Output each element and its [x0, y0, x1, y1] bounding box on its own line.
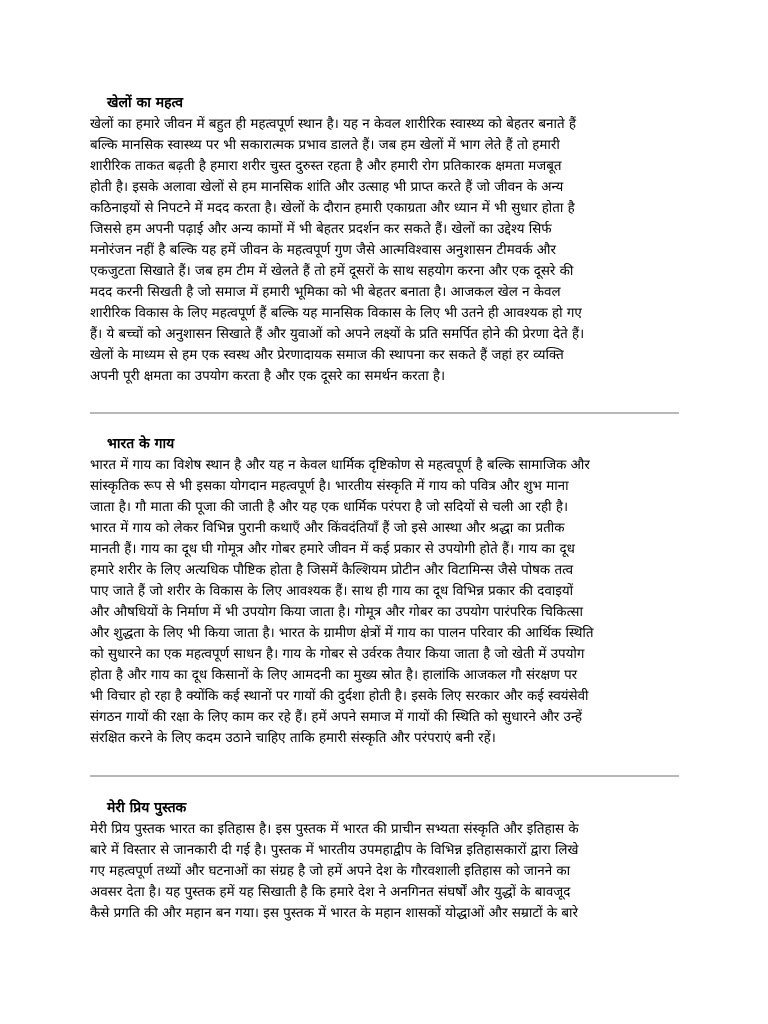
text-line: होती है। इसके अलावा खेलों से हम मानसिक शांति और उत्साह भी प्राप्त करते हैं जो जीवन के अन्य — [90, 180, 564, 195]
text-line: मेरी प्रिय पुस्तक भारत का इतिहास है। इस पुस्तक में भारत की प्राचीन सभ्यता संस्कृति और इतिहास के — [90, 822, 579, 837]
section-divider — [90, 775, 679, 777]
text-line: और औषधियों के निर्माण में भी उपयोग किया जाता है। गोमूत्र और गोबर का उपयोग पारंपरिक चिकित्सा — [90, 605, 583, 620]
section-divider — [90, 412, 679, 414]
section-cows-of-india — [90, 435, 680, 749]
text-line: कठिनाइयों से निपटने में मदद करता है। खेलों के दौरान हमारी एकाग्रता और ध्यान में भी सुधार होता है — [90, 201, 575, 216]
text-line: शारीरिक ताकत बढ़ती है हमारा शरीर चुस्त दुरुस्त रहता है और हमारी रोग प्रतिकारक क्षमता मजबूत — [90, 159, 562, 174]
text-line: बारे में विस्तार से जानकारी दी गई है। पुस्तक में भारतीय उपमहाद्वीप के विभिन्न इतिहासकारों द्वारा लिखे — [90, 843, 579, 858]
text-line: हमारे शरीर के लिए अत्यधिक पौष्टिक होता है जिसमें कैल्शियम प्रोटीन और विटामिन्स जैसे पोषक तत्व — [90, 563, 574, 578]
text-line: मदद करनी सिखती है जो समाज में हमारी भूमिका को भी बेहतर बनाता है। आजकल खेल न केवल — [90, 285, 561, 300]
text-line: भी विचार हो रहा है क्योंकि कई स्थानों पर गायों की दुर्दशा होती है। इसके लिए सरकार और कई स्वयंसेवी — [90, 689, 589, 704]
text-line: पाए जाते हैं जो शरीर के विकास के लिए आवश्यक हैं। साथ ही गाय का दूध विभिन्न प्रकार की दवाइयों — [90, 584, 574, 599]
text-line: कैसे प्रगति की और महान बन गया। इस पुस्तक में भारत के महान शासकों योद्धाओं और सम्राटों के बारे — [90, 906, 579, 921]
section-body — [90, 455, 680, 749]
text-line: गए महत्वपूर्ण तथ्यों और घटनाओं का संग्रह है जो हमें अपने देश के गौरवशाली इतिहास को जानने का — [90, 864, 571, 879]
section-sports-importance — [90, 94, 680, 387]
section-title: मेरी प्रिय पुस्तक — [107, 800, 187, 816]
text-line: जिससे हम अपनी पढ़ाई और अन्य कामों में भी बेहतर प्रदर्शन कर सकते हैं। खेलों का उद्देश्य सिर्फ — [90, 222, 552, 237]
text-line: बल्कि मानसिक स्वास्थ्य पर भी सकारात्मक प्रभाव डालते हैं। जब हम खेलों में भाग लेते हैं तो हमारी — [90, 138, 560, 153]
text-line: सांस्कृतिक रूप से भी इसका योगदान महत्वपूर्ण है। भारतीय संस्कृति में गाय को पवित्र और शुभ माना — [90, 479, 569, 494]
text-line: और शुद्धता के लिए भी किया जाता है। भारत के ग्रामीण क्षेत्रों में गाय का पालन परिवार की आर्थिक स्थिति — [90, 626, 594, 641]
text-line: हैं। ये बच्चों को अनुशासन सिखाते हैं और युवाओं को अपने लक्ष्यों के प्रति समर्पित होने की प्रेरणा देते हैं। — [90, 327, 585, 342]
text-line: एकजुटता सिखाते हैं। जब हम टीम में खेलते हैं तो हमें दूसरों के साथ सहयोग करना और एक दूसरे की — [90, 264, 574, 279]
text-line: जाता है। गौ माता की पूजा की जाती है और यह एक धार्मिक परंपरा है जो सदियों से चली आ रही है। — [90, 500, 569, 515]
text-line: मनोरंजन नहीं है बल्कि यह हमें जीवन के महत्वपूर्ण गुण जैसे आत्मविश्वास अनुशासन टीमवर्क और — [90, 243, 556, 258]
section-body — [90, 819, 680, 924]
text-line: को सुधारने का एक महत्वपूर्ण साधन है। गाय के गोबर से उर्वरक तैयार किया जाता है जो खेती में उपयोग — [90, 647, 585, 662]
text-line: संरक्षित करने के लिए कदम उठाने चाहिए ताकि हमारी संस्कृति और परंपराएं बनी रहें। — [90, 731, 496, 746]
section-body — [90, 114, 680, 387]
section-title: खेलों का महत्व — [107, 95, 183, 111]
section-title: भारत के गाय — [107, 436, 175, 452]
text-line: मानती हैं। गाय का दूध घी गोमूत्र और गोबर हमारे जीवन में कई प्रकार से उपयोगी होते हैं। गाय का दूध — [90, 542, 575, 557]
text-line: होता है और गाय का दूध किसानों के लिए आमदनी का मुख्य स्रोत है। हालांकि आजकल गौ संरक्षण पर — [90, 668, 578, 683]
text-line: शारीरिक विकास के लिए महत्वपूर्ण हैं बल्कि यह मानसिक विकास के लिए भी उतने ही आवश्यक हो गए — [90, 306, 582, 321]
text-line: भारत में गाय को लेकर विभिन्न पुरानी कथाएँ और किंवदंतियाँ हैं जो इसे आस्था और श्रद्धा का प्रतीक — [90, 521, 565, 536]
text-line: खेलों के माध्यम से हम एक स्वस्थ और प्रेरणादायक समाज की स्थापना कर सकते हैं जहां हर व्यक्ति — [90, 348, 564, 363]
text-line: खेलों का हमारे जीवन में बहुत ही महत्वपूर्ण स्थान है। यह न केवल शारीरिक स्वास्थ्य को बेहतर बनाते हैं — [90, 117, 576, 132]
text-line: अपनी पूरी क्षमता का उपयोग करता है और एक दूसरे का समर्थन करता है। — [90, 369, 446, 384]
text-line: संगठन गायों की रक्षा के लिए काम कर रहे हैं। हमें अपने समाज में गायों की स्थिति को सुधारने और उन्हें — [90, 710, 582, 725]
text-line: अवसर देता है। यह पुस्तक हमें यह सिखाती है कि हमारे देश ने अनगिनत संघर्षों और युद्धों के बावजूद — [90, 885, 571, 900]
text-line: भारत में गाय का विशेष स्थान है और यह न केवल धार्मिक दृष्टिकोण से महत्वपूर्ण है बल्कि सामाजिक और — [90, 458, 590, 473]
section-favorite-book — [90, 799, 680, 924]
